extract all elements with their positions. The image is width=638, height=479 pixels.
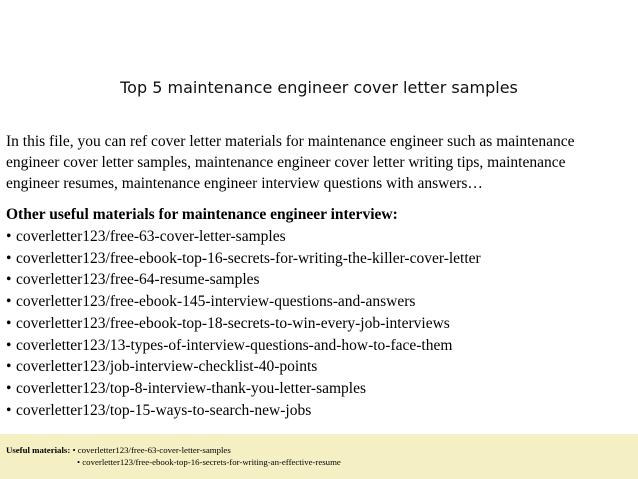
list-item[interactable] xyxy=(6,378,481,400)
bullet-icon: • xyxy=(6,336,12,354)
link-text[interactable]: coverletter123/13-types-of-interview-questions-and-how-to-face-them xyxy=(16,336,453,354)
footer-row xyxy=(77,457,341,467)
list-item[interactable] xyxy=(6,291,481,313)
list-item[interactable] xyxy=(6,400,481,422)
bullet-icon: • xyxy=(6,314,12,332)
link-text[interactable]: coverletter123/top-15-ways-to-search-new-jobs xyxy=(16,401,312,419)
intro-line: engineer resumes, maintenance engineer interview questions with answers… xyxy=(6,175,483,192)
list-item[interactable] xyxy=(6,313,481,335)
link-text[interactable]: coverletter123/free-63-cover-letter-samples xyxy=(16,228,286,245)
footer-bar xyxy=(0,434,638,479)
list-item[interactable] xyxy=(6,226,481,248)
list-item[interactable] xyxy=(6,269,481,291)
link-text[interactable]: coverletter123/job-interview-checklist-40-points xyxy=(16,358,318,376)
footer-row xyxy=(6,445,231,455)
bullet-icon: • xyxy=(6,401,12,419)
bullet-icon: • xyxy=(6,249,12,267)
link-text[interactable]: coverletter123/free-ebook-145-interview-questions-and-answers xyxy=(16,293,416,311)
intro-paragraph xyxy=(6,131,632,194)
link-text[interactable]: coverletter123/top-8-interview-thank-you-letter-samples xyxy=(16,379,367,397)
bullet-icon: • xyxy=(6,271,12,289)
materials-heading: Other useful materials for maintenance engineer interview: xyxy=(6,206,398,223)
link-text[interactable]: coverletter123/free-64-resume-samples xyxy=(16,271,260,289)
list-item[interactable] xyxy=(6,248,481,270)
list-item[interactable] xyxy=(6,356,481,378)
bullet-icon: • xyxy=(6,228,12,245)
materials-list xyxy=(6,226,481,421)
slide-title: Top 5 maintenance engineer cover letter samples xyxy=(120,78,518,97)
bullet-icon: • xyxy=(6,358,12,376)
footer-link[interactable]: • coverletter123/free-ebook-top-16-secrets-for-writing-an-effective-resume xyxy=(77,457,341,467)
bullet-icon: • xyxy=(6,293,12,311)
intro-line: In this file, you can ref cover letter materials for maintenance engineer such as maintenance xyxy=(6,133,575,150)
link-text[interactable]: coverletter123/free-ebook-top-18-secrets-to-win-every-job-interviews xyxy=(16,314,450,332)
bullet-icon: • xyxy=(6,379,12,397)
link-text[interactable]: coverletter123/free-ebook-top-16-secrets-for-writing-the-killer-cover-letter xyxy=(16,249,481,267)
footer-label: Useful materials: xyxy=(6,445,71,455)
footer-link[interactable]: • coverletter123/free-63-cover-letter-samples xyxy=(72,445,231,455)
intro-line: engineer cover letter samples, maintenance engineer cover letter writing tips, maintenance xyxy=(6,154,566,171)
list-item[interactable] xyxy=(6,335,481,357)
